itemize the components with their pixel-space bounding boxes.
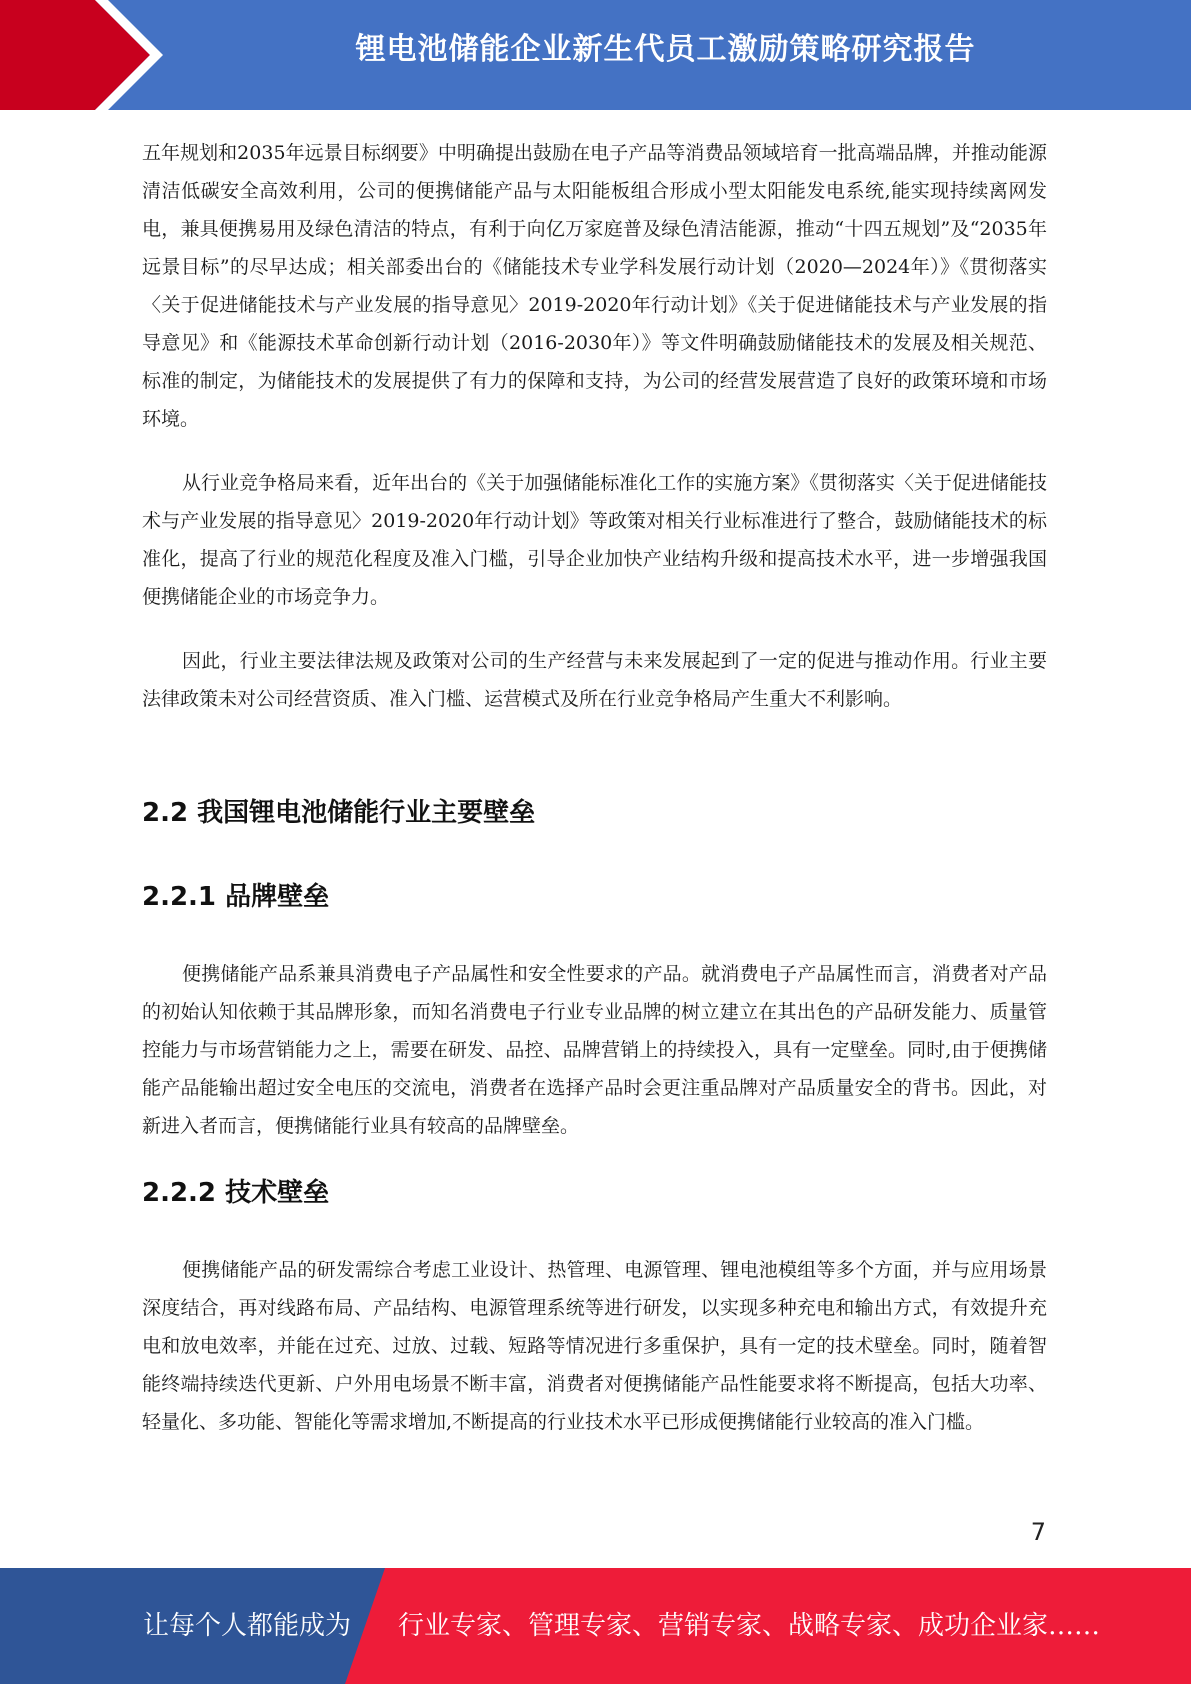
paragraph-brand-barrier: 便携储能产品系兼具消费电子产品属性和安全性要求的产品。就消费电子产品属性而言，消费者对产品的初始认知依赖于其品牌形象，而知名消费电子行业专业品牌的树立建立在其出色的产品研发能力、质量管控能力与市场营销能力之上，需要在研发、品控、品牌营销上的持续投入，具有一定壁垒。同时,由于便携储能产品能输出超过安全电压的交流电，消费者在选择产品时会更注重品牌对产品质量安全的背书。因此，对新进入者而言，便携储能行业具有较高的品牌壁垒。 (142, 963, 1047, 1137)
section-heading-2-2: 2.2 我国锂电池储能行业主要壁垒 (142, 798, 536, 828)
paragraph-competition-landscape: 从行业竞争格局来看，近年出台的《关于加强储能标准化工作的实施方案》《贯彻落实〈关于促进储能技术与产业发展的指导意见〉2019-2020年行动计划》等政策对相关行业标准进行了整合，鼓励储能技术的标准化，提高了行业的规范化程度及准入门槛，引导企业加快产业结构升级和提高技术水平，进一步增强我国便携储能企业的市场竞争力。 (142, 472, 1047, 608)
footer-slogan-right: 行业专家、管理专家、营销专家、战略专家、成功企业家…… (398, 1611, 1101, 1641)
footer-slogan-left: 让每个人都能成为 (143, 1611, 352, 1641)
page-footer (0, 1568, 1191, 1684)
page-number: 7 (1030, 1518, 1046, 1546)
section-heading-2-2-2: 2.2.2 技术壁垒 (142, 1178, 330, 1208)
document-body (142, 134, 1047, 1441)
paragraph-conclusion: 因此，行业主要法律法规及政策对公司的生产经营与未来发展起到了一定的促进与推动作用。行业主要法律政策未对公司经营资质、准入门槛、运营模式及所在行业竞争格局产生重大不利影响。 (142, 650, 1047, 710)
paragraph-policy-support: 五年规划和2035年远景目标纲要》中明确提出鼓励在电子产品等消费品领域培育一批高端品牌，并推动能源清洁低碳安全高效利用，公司的便携储能产品与太阳能板组合形成小型太阳能发电系统,能实现持续离网发电，兼具便携易用及绿色清洁的特点，有利于向亿万家庭普及绿色清洁能源，推动“十四五规划”及“2035年远景目标”的尽早达成；相关部委出台的《储能技术专业学科发展行动计划（2020—2024年）》《贯彻落实〈关于促进储能技术与产业发展的指导意见〉2019-2020年行动计划》《关于促进储能技术与产业发展的指导意见》和《能源技术革命创新行动计划（2016-2030年）》等文件明确鼓励储能技术的发展及相关规范、标准的制定，为储能技术的发展提供了有力的保障和支持，为公司的经营发展营造了良好的政策环境和市场环境。 (142, 142, 1047, 430)
page-header (0, 0, 1191, 110)
paragraph-technology-barrier: 便携储能产品的研发需综合考虑工业设计、热管理、电源管理、锂电池模组等多个方面，并与应用场景深度结合，再对线路布局、产品结构、电源管理系统等进行研发，以实现多种充电和输出方式，有效提升充电和放电效率，并能在过充、过放、过载、短路等情况进行多重保护，具有一定的技术壁垒。同时，随着智能终端持续迭代更新、户外用电场景不断丰富，消费者对便携储能产品性能要求将不断提高，包括大功率、轻量化、多功能、智能化等需求增加,不断提高的行业技术水平已形成便携储能行业较高的准入门槛。 (142, 1259, 1047, 1433)
report-title: 锂电池储能企业新生代员工激励策略研究报告 (355, 32, 976, 67)
section-heading-2-2-1: 2.2.1 品牌壁垒 (142, 882, 330, 912)
